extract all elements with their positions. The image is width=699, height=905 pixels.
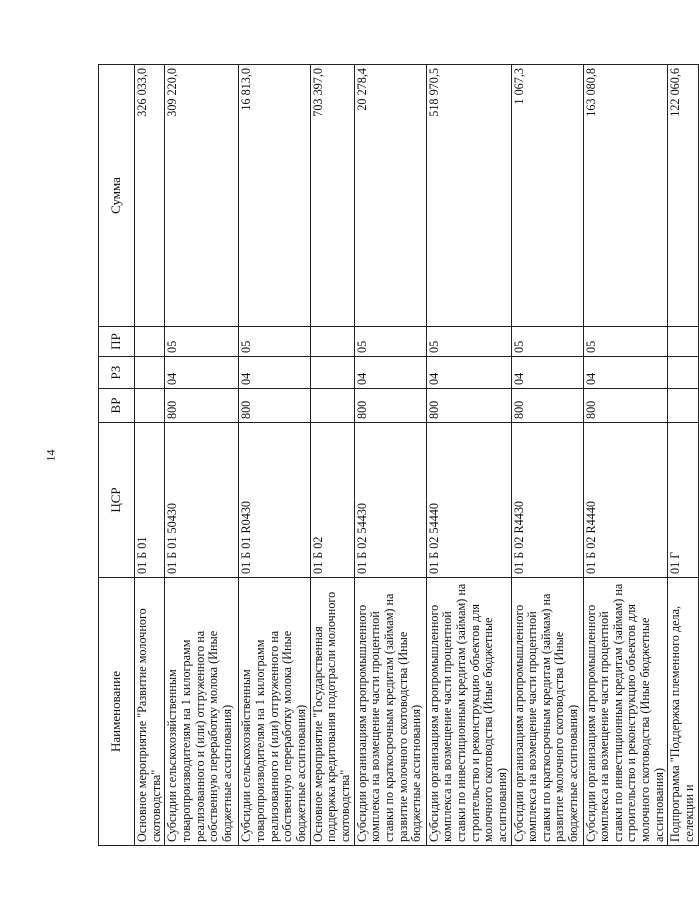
cell-name: Основное мероприятие "Развитие молочного скотоводства" xyxy=(135,578,165,846)
cell-name: Субсидии организациям агропромышленного комплекса на возмещение части процентной ставки по инвестиционным кредитам (займам) на строительство и реконструкцию объектов для молочного скотоводства (Иные бюджетные ассигнования) xyxy=(426,578,511,846)
cell-pr: 05 xyxy=(239,327,310,357)
header-pr: ПР xyxy=(99,327,135,357)
cell-pr: 05 xyxy=(354,327,426,357)
cell-rz: 04 xyxy=(239,357,310,389)
cell-sum: 1 067,3 xyxy=(511,65,583,327)
header-name: Наименование xyxy=(99,578,135,846)
cell-name: Субсидии организациям агропромышленного комплекса на возмещение части процентной ставки по краткосрочным кредитам (займам) на развитие молочного скотоводства (Иные бюджетные ассигнования) xyxy=(354,578,426,846)
cell-rz xyxy=(135,357,165,389)
cell-vr: 800 xyxy=(426,389,511,423)
cell-name: Субсидии организациям агропромышленного комплекса на возмещение части процентной ставки по инвестиционным кредитам (займам) на строительство и реконструкцию объектов для молочного скотоводства (Иные бюджетные ассигнования) xyxy=(583,578,668,846)
cell-vr: 800 xyxy=(511,389,583,423)
cell-name: Субсидии организациям агропромышленного комплекса на возмещение части процентной ставки по краткосрочным кредитам (займам) на развитие молочного скотоводства (Иные бюджетные ассигнования) xyxy=(511,578,583,846)
table-row xyxy=(239,65,310,846)
table-row xyxy=(354,65,426,846)
cell-csr: 01 Б 02 54440 xyxy=(426,423,511,578)
cell-vr xyxy=(135,389,165,423)
cell-sum: 20 278,4 xyxy=(354,65,426,327)
cell-csr: 01 Б 01 50430 xyxy=(165,423,239,578)
cell-vr: 800 xyxy=(583,389,668,423)
cell-sum: 163 080,8 xyxy=(583,65,668,327)
table-row xyxy=(135,65,165,846)
cell-sum: 703 397,0 xyxy=(310,65,354,327)
cell-csr: 01 Б 02 R4430 xyxy=(511,423,583,578)
cell-pr xyxy=(135,327,165,357)
cell-rz: 04 xyxy=(583,357,668,389)
cell-vr: 800 xyxy=(354,389,426,423)
budget-table-container xyxy=(98,65,697,846)
cell-pr xyxy=(310,327,354,357)
cell-sum: 122 060,6 xyxy=(668,65,698,327)
header-rz: РЗ xyxy=(99,357,135,389)
cell-csr: 01 Б 02 xyxy=(310,423,354,578)
cell-pr: 05 xyxy=(426,327,511,357)
cell-rz: 04 xyxy=(354,357,426,389)
cell-vr xyxy=(668,389,698,423)
header-vr: ВР xyxy=(99,389,135,423)
cell-rz: 04 xyxy=(165,357,239,389)
cell-pr: 05 xyxy=(165,327,239,357)
cell-rz: 04 xyxy=(511,357,583,389)
cell-sum: 309 220,0 xyxy=(165,65,239,327)
cell-pr: 05 xyxy=(583,327,668,357)
table-row xyxy=(583,65,668,846)
cell-name: Основное мероприятие "Государственная поддержка кредитования подотрасли молочного скотоводства" xyxy=(310,578,354,846)
cell-vr: 800 xyxy=(239,389,310,423)
cell-pr xyxy=(668,327,698,357)
table-header-row xyxy=(99,65,135,846)
cell-csr: 01 Б 02 54430 xyxy=(354,423,426,578)
cell-pr: 05 xyxy=(511,327,583,357)
budget-table xyxy=(98,64,699,846)
header-sum: Сумма xyxy=(99,65,135,327)
cell-sum: 16 813,0 xyxy=(239,65,310,327)
table-row xyxy=(426,65,511,846)
table-row xyxy=(511,65,583,846)
cell-csr: 01 Г xyxy=(668,423,698,578)
header-csr: ЦСР xyxy=(99,423,135,578)
cell-csr: 01 Б 02 R4440 xyxy=(583,423,668,578)
cell-rz: 04 xyxy=(426,357,511,389)
table-row xyxy=(310,65,354,846)
cell-rz xyxy=(310,357,354,389)
cell-csr: 01 Б 01 R0430 xyxy=(239,423,310,578)
cell-rz xyxy=(668,357,698,389)
cell-name: Подпрограмма "Поддержка племенного дела, селекции и xyxy=(668,578,698,846)
cell-vr xyxy=(310,389,354,423)
cell-vr: 800 xyxy=(165,389,239,423)
page-number: 14 xyxy=(43,449,58,462)
cell-name: Субсидии сельскохозяйственным товаропроизводителям на 1 килограмм реализованного и (или) отгруженного на собственную переработку молока (Иные бюджетные ассигнования) xyxy=(165,578,239,846)
table-row xyxy=(668,65,698,846)
cell-name: Субсидии сельскохозяйственным товаропроизводителям на 1 килограмм реализованного и (или) отгруженного на собственную переработку молока (Иные бюджетные ассигнования) xyxy=(239,578,310,846)
table-row xyxy=(165,65,239,846)
cell-sum: 518 970,5 xyxy=(426,65,511,327)
rotated-table-area xyxy=(98,65,697,846)
cell-sum: 326 033,0 xyxy=(135,65,165,327)
cell-csr: 01 Б 01 xyxy=(135,423,165,578)
